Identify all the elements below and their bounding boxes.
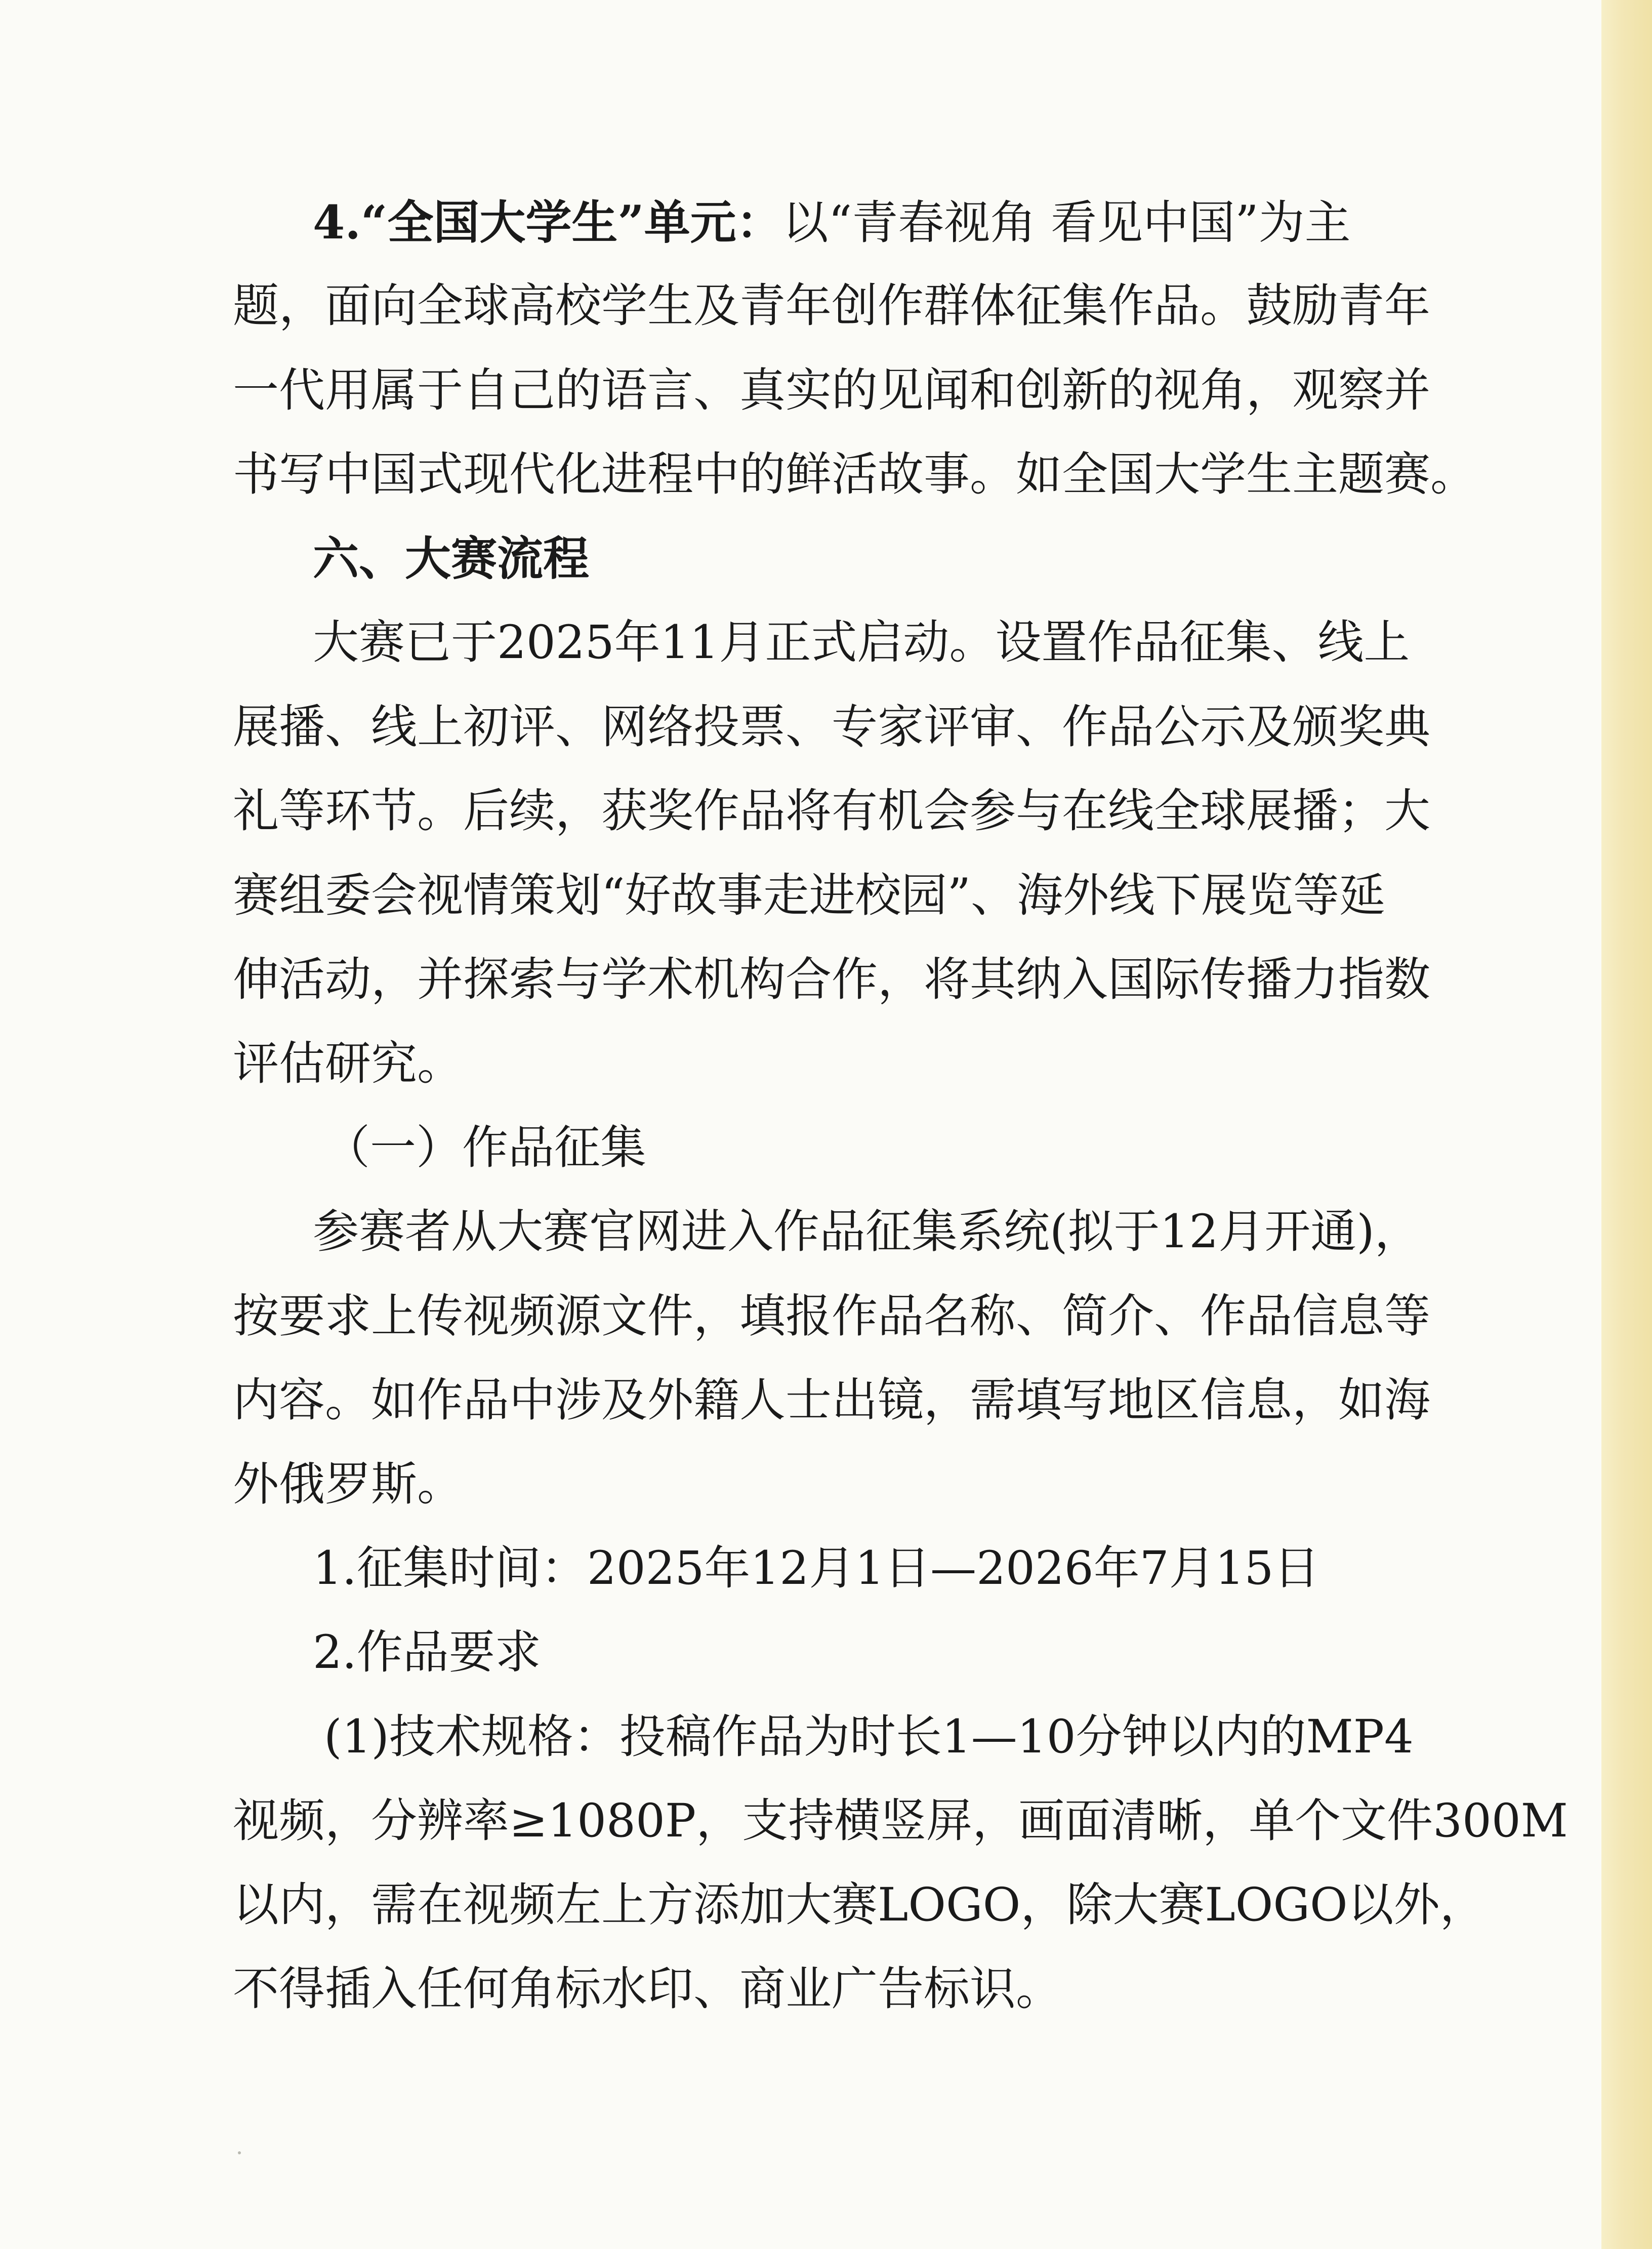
- collect-line-1: 参赛者从大赛官网进入作品征集系统(拟于12月开通)，: [313, 1205, 1421, 1258]
- tech-spec-line-4: 不得插入任何角标水印、商业广告标识。: [233, 1962, 1062, 2016]
- tech-spec-line-3: 以内，需在视频左上方添加大赛LOGO，除大赛LOGO以外，: [233, 1878, 1486, 1932]
- flow-line-6: 评估研究。: [233, 1037, 464, 1090]
- flow-line-4: 赛组委会视情策划“好故事走进校园”、海外线下展览等延: [233, 869, 1386, 922]
- paper-edge: [1601, 0, 1652, 2249]
- flow-line-5: 伸活动，并探索与学术机构合作，将其纳入国际传播力指数: [233, 953, 1431, 1006]
- paragraph-4-line-2: 题，面向全球高校学生及青年创作群体征集作品。鼓励青年: [233, 279, 1431, 333]
- collect-line-4: 外俄罗斯。: [233, 1458, 464, 1511]
- paragraph-4-text: 以“青春视角 看见中国”为主: [782, 196, 1351, 250]
- subheading-collection: （一）作品征集: [324, 1121, 647, 1174]
- paragraph-4-line-4: 书写中国式现代化进程中的鲜活故事。如全国大学生主题赛。: [233, 448, 1477, 501]
- item-collection-time: 1.征集时间：2025年12月1日—2026年7月15日: [313, 1542, 1320, 1595]
- paragraph-4-line-1: [313, 192, 1351, 254]
- flow-line-2: 展播、线上初评、网络投票、专家评审、作品公示及颁奖典: [233, 701, 1431, 754]
- paragraph-4-line-3: 一代用属于自己的语言、真实的见闻和创新的视角，观察并: [233, 364, 1431, 417]
- collect-line-3: 内容。如作品中涉及外籍人士出镜，需填写地区信息，如海: [233, 1374, 1431, 1427]
- section-heading-6: 六、大赛流程: [313, 532, 590, 586]
- tech-spec-line-2: 视频，分辨率≥1080P，支持横竖屏，画面清晰，单个文件300M: [233, 1794, 1568, 1848]
- paragraph-4-label: 4.“全国大学生”单元：: [313, 196, 782, 250]
- tech-spec-line-1: (1)技术规格：投稿作品为时长1—10分钟以内的MP4: [324, 1710, 1414, 1764]
- item-work-requirements: 2.作品要求: [313, 1626, 541, 1679]
- flow-line-3: 礼等环节。后续，获奖作品将有机会参与在线全球展播；大: [233, 785, 1431, 838]
- collect-line-2: 按要求上传视频源文件，填报作品名称、简介、作品信息等: [233, 1290, 1431, 1343]
- flow-line-1: 大赛已于2025年11月正式启动。设置作品征集、线上: [313, 616, 1410, 669]
